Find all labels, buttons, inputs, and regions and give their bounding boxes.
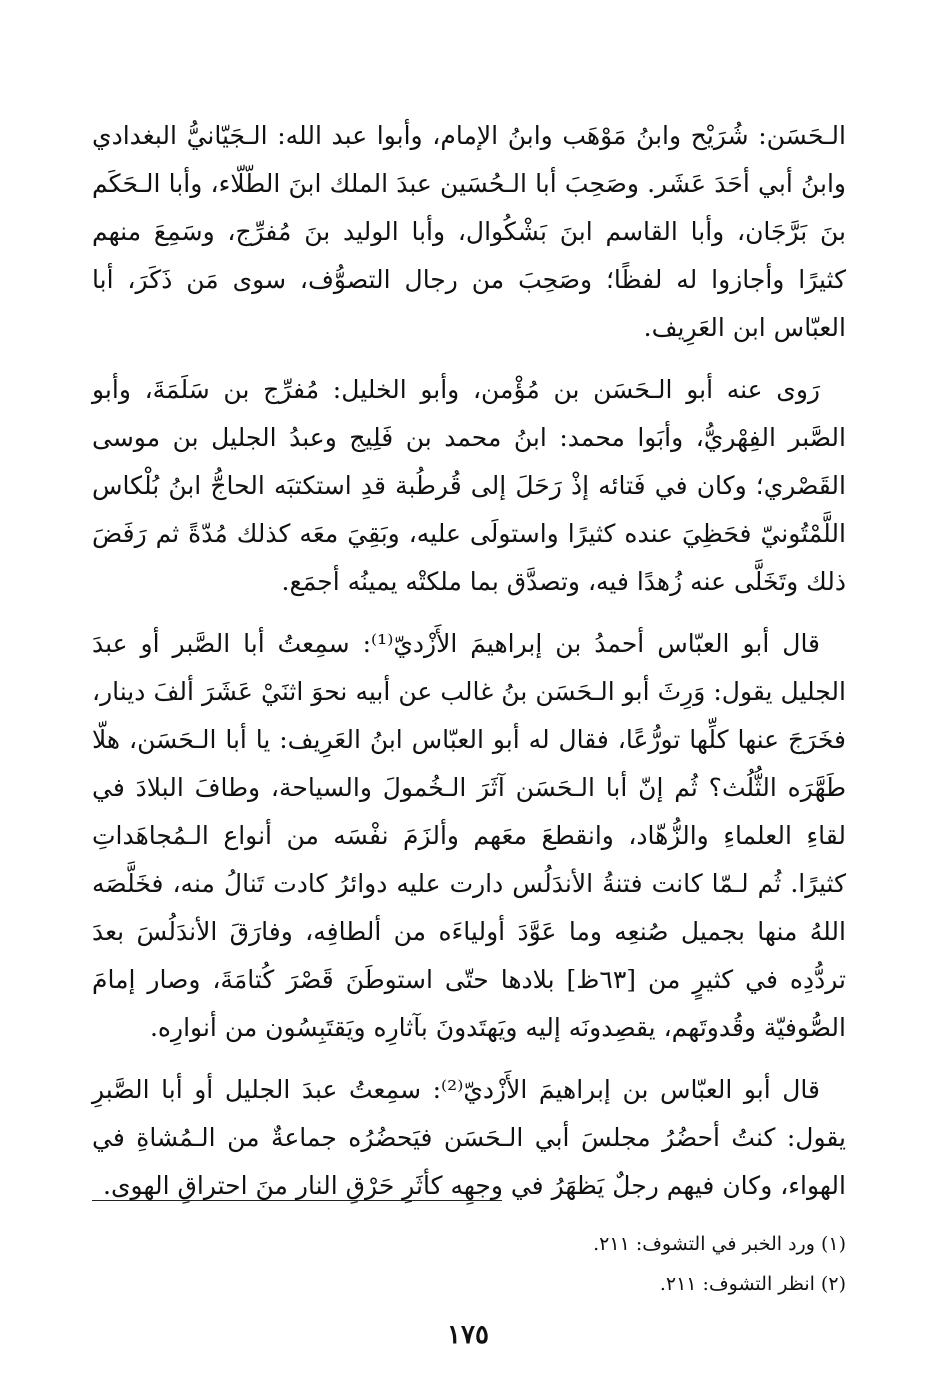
- paragraph-1: الـحَسَن: شُرَيْح وابنُ مَوْهَب وابنُ الإمام، وأبوا عبد الله: الـجَيّانيُّ البغدادي وابنُ أبي أحَدَ عَشَر. وصَحِبَ أبا الـحُسَين عبدَ الملك ابنَ الطّلّاء، وأبا الـحَكَم بنَ بَرَّجَان، وأبا القاسم ابنَ بَشْكُوال، وأبا الوليد بنَ مُفرِّج، وسَمِعَ منهم كثيرًا وأجازوا له لفظًا؛ وصَحِبَ من رجال التصوُّف، سوى مَن ذَكَرَ، أبا العبّاس ابن العَرِيف.: [92, 121, 846, 342]
- paragraph-2: رَوى عنه أبو الـحَسَن بن مُؤْمن، وأبو الخليل: مُفرِّج بن سَلَمَةَ، وأبو الصَّبر الفِهْريُّ، وأبَوا محمد: ابنُ محمد بن فَلِيج وعبدُ الجليل بن موسى القَصْري؛ وكان في فَتائه إذْ رَحَلَ إلى قُرطُبة قدِ استكتبَه الحاجُّ ابنُ بُلْكاس اللَّمْتُونيّ فحَظِيَ عنده كثيرًا واستولَى عليه، وبَقِيَ معَه كذلك مُدّةً ثم رَفَضَ ذلك وتَخَلَّى عنه زُهدًا فيه، وتصدَّق بما ملكتْه يمينُه أجمَع.: [92, 375, 846, 596]
- paragraph-3: قال أبو العبّاس أحمدُ بن إبراهيمَ الأَزْديّ⁽¹⁾: سمِعتُ أبا الصَّبر أو عبدَ الجليل يقول: وَرِثَ أبو الـحَسَن بنُ غالب عن أبيه نحوَ اثنَيْ عَشَرَ ألفَ دينار، فخَرَجَ عنها كلِّها تورُّعًا، فقال له أبو العبّاس ابنُ العَرِيف: يا أبا الـحَسَن، هلّا طَهَّرَه الثُّلُث؟ ثُم إنّ أبا الـحَسَن آثَرَ الـخُمولَ والسياحة، وطافَ البلادَ في لقاءِ العلماءِ والزُّهّاد، وانقطعَ معَهم وألزَمَ نفْسَه من أنواع الـمُجاهَداتِ كثيرًا. ثُم لـمّا كانت فتنةُ الأندَلُس دارت عليه دوائرُ كادت تَنالُ منه، فخَلَّصَه اللهُ منها بجميل صُنعِه وما عَوَّدَ أولياءَه من ألطافِه، وفارَقَ الأندَلُسَ بعدَ تردُّدِه في كثيرٍ من [٦٣ظ] بلادها حتّى استوطَنَ قَصْرَ كُتامَةَ، وصار إمامَ الصُّوفيّة وقُدوتَهم، يقصِدونَه إليه ويَهتَدونَ بآثارِه ويَقتَبِسُون من أنوارِه.: [92, 629, 847, 1042]
- footnotes: [593, 1224, 846, 1304]
- footnote-1: (١) ورد الخبر في التشوف: ٢١١.: [593, 1233, 846, 1255]
- page-body: [92, 112, 846, 1399]
- page-number: ١٧٥: [447, 1320, 489, 1350]
- paragraph-4: قال أبو العبّاس بن إبراهيمَ الأَزْديّ⁽²⁾: سمِعتُ عبدَ الجليل أو أبا الصَّبرِ يقول: كنتُ أحضُرُ مجلسَ أبي الـحَسَن فيَحضُرُه جماعةٌ من الـمُشاةِ في الهواء، وكان فيهم رجلٌ يَظهَرُ في وجهِه كأثَرِ حَرْقِ النار منَ احتراقِ الهوى.: [92, 1075, 846, 1200]
- footnote-divider: [92, 1200, 502, 1201]
- footnote-2: (٢) انظر التشوف: ٢١١.: [659, 1273, 846, 1295]
